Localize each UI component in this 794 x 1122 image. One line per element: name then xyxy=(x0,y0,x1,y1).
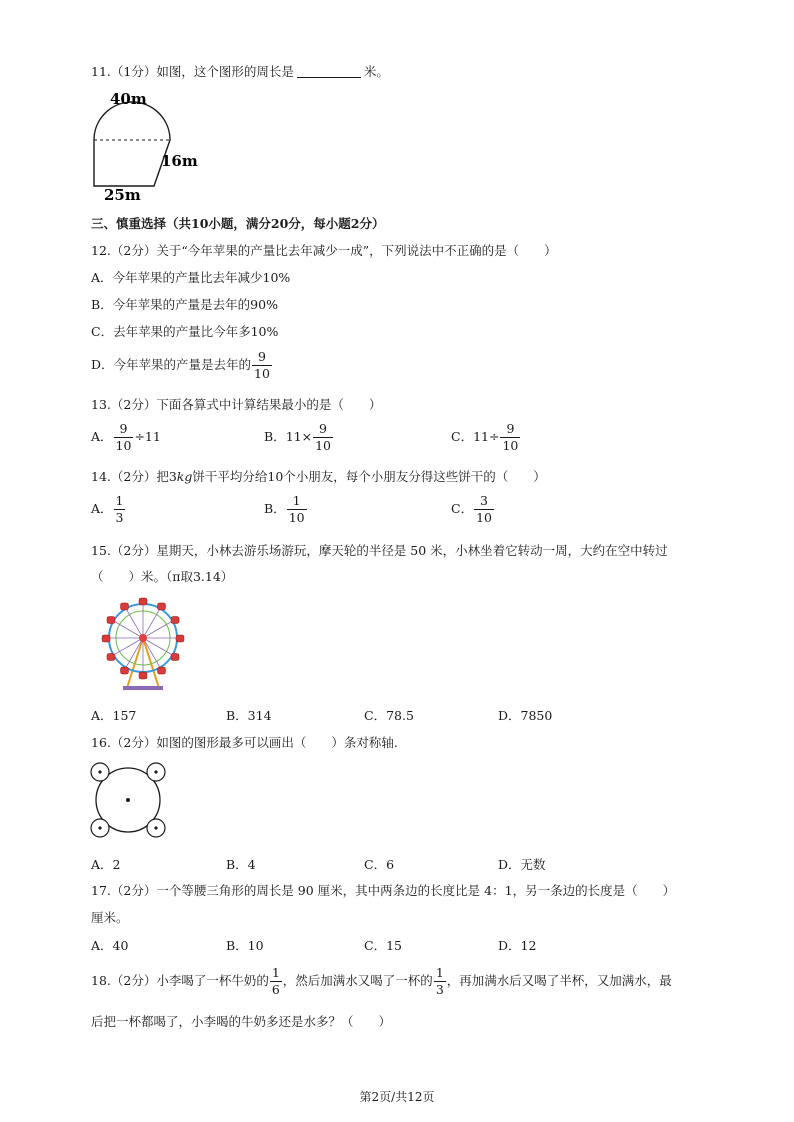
wheel-cabin xyxy=(121,603,129,610)
q11-stem: 11.（1分）如图，这个图形的周长是 米。 xyxy=(91,64,389,79)
q16-figure xyxy=(88,760,168,840)
ferris-wheel xyxy=(102,598,184,690)
q12-stem: 12.（2分）关于“今年苹果的产量比去年减少一成”，下列说法中不正确的是（ ） xyxy=(91,243,557,258)
label-right: 16m xyxy=(161,152,198,170)
wheel-spoke xyxy=(143,609,160,638)
q17-option-b[interactable]: B．10 xyxy=(226,938,264,953)
wheel-cabin xyxy=(176,635,184,642)
figure-outline xyxy=(94,102,170,186)
section-title: 三、慎重选择（共10小题，满分20分，每小题2分） xyxy=(91,216,385,231)
ferris-wheel-image xyxy=(94,594,192,692)
q15-option-c[interactable]: C．78.5 xyxy=(364,708,414,723)
q12-option-d[interactable]: D．今年苹果的产量是去年的 $\frac{9}{10}$ xyxy=(91,349,270,381)
wheel-spoke xyxy=(143,621,172,638)
wheel-cabin xyxy=(158,667,166,674)
q17-option-d[interactable]: D．12 xyxy=(498,938,537,953)
wheel-spoke xyxy=(126,609,143,638)
wheel-cabin xyxy=(139,672,147,679)
q15-option-a[interactable]: A．157 xyxy=(91,708,137,723)
wheel-cabin xyxy=(121,667,129,674)
wheel-cabin xyxy=(171,617,179,624)
q13-option-a[interactable]: A． $\frac{9}{10}$ ÷11 xyxy=(91,421,161,453)
q16-option-c[interactable]: C．6 xyxy=(364,857,395,872)
label-bottom: 25m xyxy=(104,186,141,204)
wheel-base xyxy=(123,686,163,690)
wheel-cabin xyxy=(102,635,110,642)
q15-stem-line2: （ ）米。（π取3.14） xyxy=(91,569,234,584)
q15-option-b[interactable]: B．314 xyxy=(226,708,272,723)
fraction: $\frac{9}{10}$ xyxy=(502,421,519,453)
q16-option-b[interactable]: B．4 xyxy=(226,857,256,872)
answer-blank[interactable] xyxy=(297,77,361,78)
q18-stem-line2: 后把一杯都喝了，小李喝的牛奶多还是水多？（ ） xyxy=(91,1014,392,1029)
q16-option-a[interactable]: A．2 xyxy=(91,857,121,872)
q15-stem-line1: 15.（2分）星期天，小林去游乐场游玩，摩天轮的半径是 50 米，小林坐着它转动一周，大约在空中转过 xyxy=(91,543,668,558)
q13-option-b[interactable]: B．11× $\frac{9}{10}$ xyxy=(264,421,331,453)
fraction: $\frac{9}{10}$ xyxy=(254,349,270,381)
center-dot xyxy=(126,798,130,802)
fraction: $\frac{1}{3}$ xyxy=(435,965,444,997)
q16-option-d[interactable]: D．无数 xyxy=(498,857,546,872)
q14-option-a[interactable]: A． $\frac{1}{3}$ xyxy=(91,493,124,525)
small-center-dot xyxy=(98,826,101,829)
fraction: $\frac{9}{10}$ xyxy=(115,421,132,453)
small-center-dot xyxy=(98,770,101,773)
q13-option-c[interactable]: C．11÷ $\frac{9}{10}$ xyxy=(451,421,519,453)
fraction: $\frac{1}{3}$ xyxy=(115,493,124,525)
wheel-cabin xyxy=(171,654,179,661)
fraction: $\frac{3}{10}$ xyxy=(476,493,492,525)
q14-stem: 14.（2分）把3kg饼干平均分给10个小朋友，每个小朋友分得这些饼干的（ ） xyxy=(91,469,546,484)
wheel-cabin xyxy=(107,617,115,624)
wheel-cabin xyxy=(139,598,147,605)
wheel-spoke xyxy=(114,621,143,638)
wheel-cabin xyxy=(107,654,115,661)
page-footer: 第2页/共12页 xyxy=(359,1090,435,1104)
q17-stem-line2: 厘米。 xyxy=(91,910,129,925)
fraction: $\frac{9}{10}$ xyxy=(315,421,331,453)
small-center-dot xyxy=(154,826,157,829)
q18-stem-line1: 18.（2分）小李喝了一杯牛奶的 $\frac{1}{6}$ ，然后加满水又喝了一杯的 $\frac{1}{3}$ ，再加满水后又喝了半杯，又加满水，最 xyxy=(91,965,672,997)
label-top: 40m xyxy=(110,90,147,108)
q12-option-c[interactable]: C．去年苹果的产量比今年多10% xyxy=(91,324,279,339)
q17-option-c[interactable]: C．15 xyxy=(364,938,402,953)
wheel-cabin xyxy=(158,603,166,610)
q12-option-b[interactable]: B．今年苹果的产量是去年的90% xyxy=(91,297,278,312)
q14-option-b[interactable]: B． $\frac{1}{10}$ xyxy=(264,493,305,525)
fraction: $\frac{1}{6}$ xyxy=(271,965,280,997)
q17-stem-line1: 17.（2分）一个等腰三角形的周长是 90 厘米，其中两条边的长度比是 4：1，另一条边的长度是（ ） xyxy=(91,883,676,898)
q16-stem: 16.（2分）如图的图形最多可以画出（ ）条对称轴. xyxy=(91,735,398,750)
small-center-dot xyxy=(154,770,157,773)
q13-stem: 13.（2分）下面各算式中计算结果最小的是（ ） xyxy=(91,397,382,412)
q14-option-c[interactable]: C． $\frac{3}{10}$ xyxy=(451,493,492,525)
q17-option-a[interactable]: A．40 xyxy=(91,938,129,953)
q12-option-a[interactable]: A．今年苹果的产量比去年减少10% xyxy=(91,270,291,285)
q15-option-d[interactable]: D．7850 xyxy=(498,708,553,723)
q11-figure xyxy=(84,86,214,204)
fraction: $\frac{1}{10}$ xyxy=(288,493,305,525)
wheel-hub xyxy=(139,634,147,642)
